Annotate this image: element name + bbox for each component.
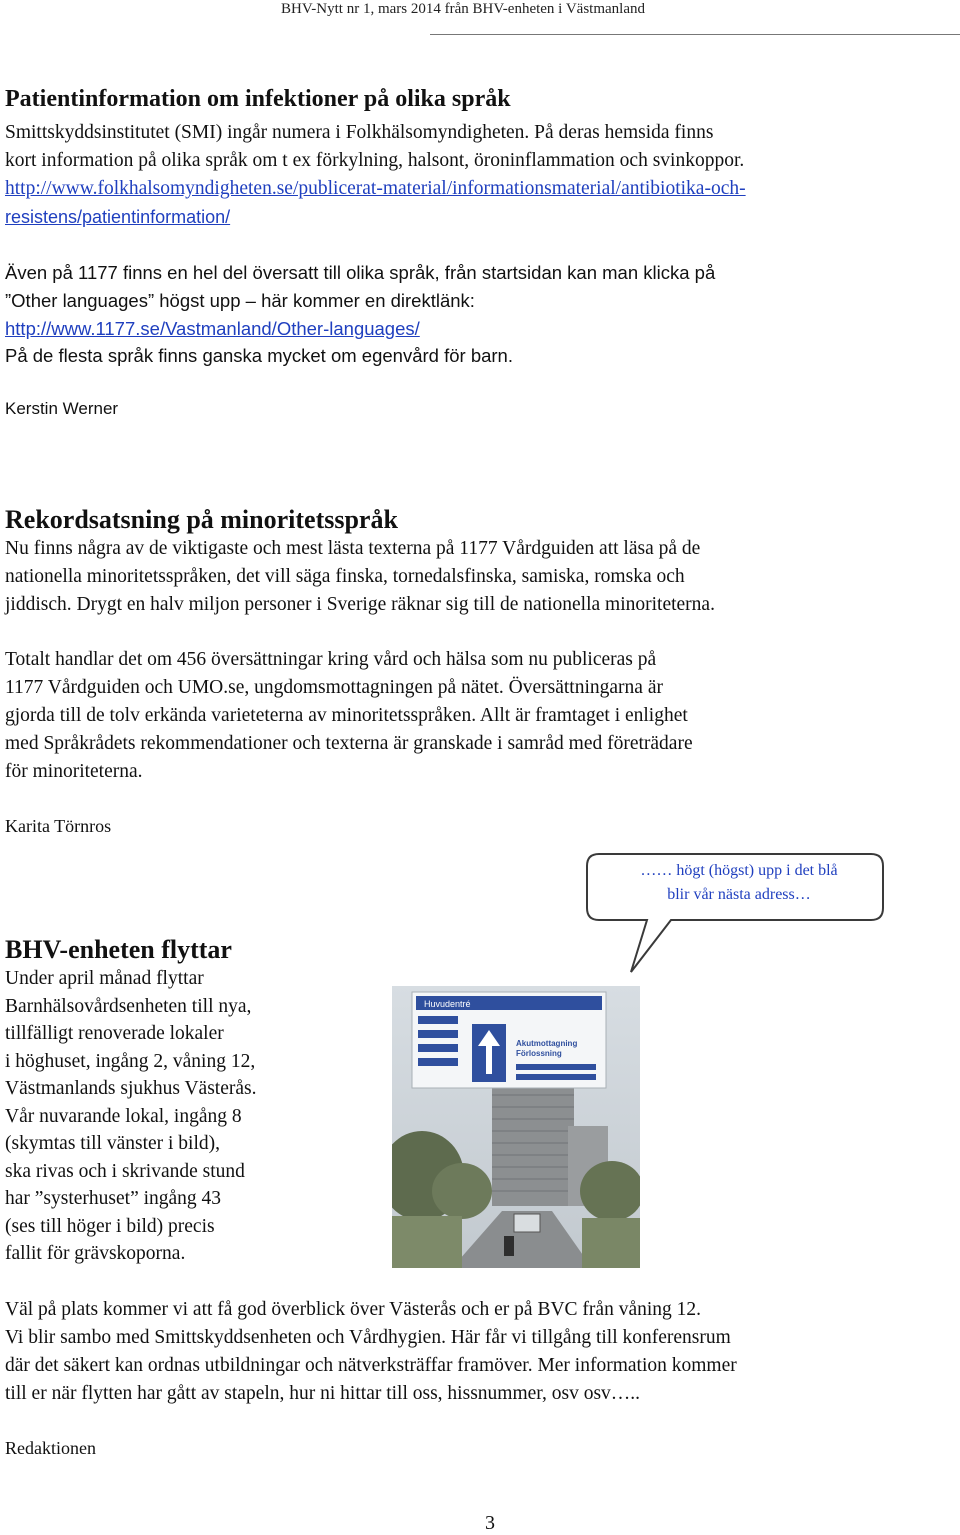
- paragraph-line: Även på 1177 finns en hel del översatt till olika språk, från startsidan kan man klicka på: [5, 262, 716, 283]
- paragraph-line: nationella minoritetsspråken, det vill säga finska, tornedalsfinska, samiska, romska och: [5, 566, 685, 587]
- paragraph-line: 1177 Vårdguiden och UMO.se, ungdomsmottagningen på nätet. Översättningarna är: [5, 677, 663, 698]
- paragraph-line: i höghuset, ingång 2, våning 12,: [5, 1051, 256, 1072]
- callout-line: blir vår nästa adress…: [667, 886, 811, 903]
- paragraph-line: Vi blir sambo med Smittskyddsenheten och Vårdhygien. Här får vi tillgång till konferensrum: [5, 1327, 731, 1348]
- link-text: resistens/patientinformation/: [5, 207, 231, 227]
- paragraph-line: På de flesta språk finns ganska mycket om egenvård för barn.: [5, 345, 513, 366]
- 1177-other-languages-link[interactable]: [5, 315, 420, 343]
- author-name: Redaktionen: [5, 1438, 96, 1458]
- section-heading: Rekordsatsning på minoritetsspråk: [5, 505, 398, 534]
- paragraph-line: kort information på olika språk om t ex förkylning, halsont, öroninflammation och svinkoppor.: [5, 150, 745, 171]
- paragraph-line: Barnhälsovårdsenheten till nya,: [5, 996, 252, 1017]
- link-text: http://www.folkhalsomyndigheten.se/publicerat-material/informationsmaterial/antibiotika-och-: [5, 178, 746, 199]
- paragraph-line: till er när flytten har gått av stapeln, hur ni hittar till oss, hissnummer, osv osv…..: [5, 1383, 641, 1404]
- page-number: 3: [485, 1512, 495, 1534]
- callout-text: [596, 859, 882, 907]
- header-title: BHV-Nytt nr 1, mars 2014 från BHV-enheten i Västmanland: [281, 1, 645, 17]
- paragraph-line: ”Other languages” högst upp – här kommer en direktlänk:: [5, 290, 475, 311]
- paragraph-line: (ses till höger i bild) precis: [5, 1216, 215, 1237]
- paragraph-line: har ”systerhuset” ingång 43: [5, 1188, 222, 1209]
- callout-line: …… högt (högst) upp i det blå: [640, 862, 838, 879]
- sign-text-forlossning: Förlossning: [516, 1049, 562, 1058]
- link-text: http://www.1177.se/Vastmanland/Other-languages/: [5, 318, 420, 339]
- hospital-photo-illustration: [392, 986, 640, 1268]
- section-heading: BHV-enheten flyttar: [5, 935, 232, 964]
- paragraph-line: Smittskyddsinstitutet (SMI) ingår numera i Folkhälsomyndigheten. På deras hemsida finns: [5, 122, 714, 143]
- paragraph-line: där det säkert kan ordnas utbildningar och nätverksträffar framöver. Mer information kommer: [5, 1355, 737, 1376]
- header-rule: [430, 34, 960, 35]
- paragraph-line: med Språkrådets rekommendationer och texterna är granskade i samråd med företrädare: [5, 733, 693, 754]
- paragraph-line: ska rivas och i skrivande stund: [5, 1161, 245, 1182]
- folkhalsomyndigheten-link-cont[interactable]: [5, 203, 230, 231]
- paragraph-line: tillfälligt renoverade lokaler: [5, 1023, 224, 1044]
- section-heading: Patientinformation om infektioner på olika språk: [5, 86, 511, 112]
- paragraph-line: fallit för grävskoporna.: [5, 1243, 186, 1264]
- folkhalsomyndigheten-link[interactable]: [5, 175, 746, 203]
- sign-text-akutmottagning: Akutmottagning: [516, 1039, 578, 1048]
- author-name: Karita Törnros: [5, 816, 112, 836]
- paragraph-line: Under april månad flyttar: [5, 968, 204, 989]
- sign-text-huvudentre: Huvudentré: [424, 999, 471, 1009]
- paragraph-line: Vår nuvarande lokal, ingång 8: [5, 1106, 242, 1127]
- paragraph-line: för minoriteterna.: [5, 761, 143, 782]
- paragraph-line: Totalt handlar det om 456 översättningar kring vård och hälsa som nu publiceras på: [5, 649, 657, 670]
- hospital-photo: [392, 986, 640, 1268]
- paragraph-line: gjorda till de tolv erkända varieteterna av minoritetsspråken. Allt är framtaget i enlighet: [5, 705, 688, 726]
- paragraph-line: jiddisch. Drygt en halv miljon personer i Sverige räknar sig till de nationella minoriteterna.: [5, 594, 715, 615]
- paragraph-line: Västmanlands sjukhus Västerås.: [5, 1078, 257, 1099]
- paragraph-line: Väl på plats kommer vi att få god överblick över Västerås och er på BVC från våning 12.: [5, 1299, 702, 1320]
- paragraph-line: Nu finns några av de viktigaste och mest lästa texterna på 1177 Vårdguiden att läsa på de: [5, 538, 701, 559]
- paragraph-line: (skymtas till vänster i bild),: [5, 1133, 221, 1154]
- author-name: Kerstin Werner: [5, 399, 119, 418]
